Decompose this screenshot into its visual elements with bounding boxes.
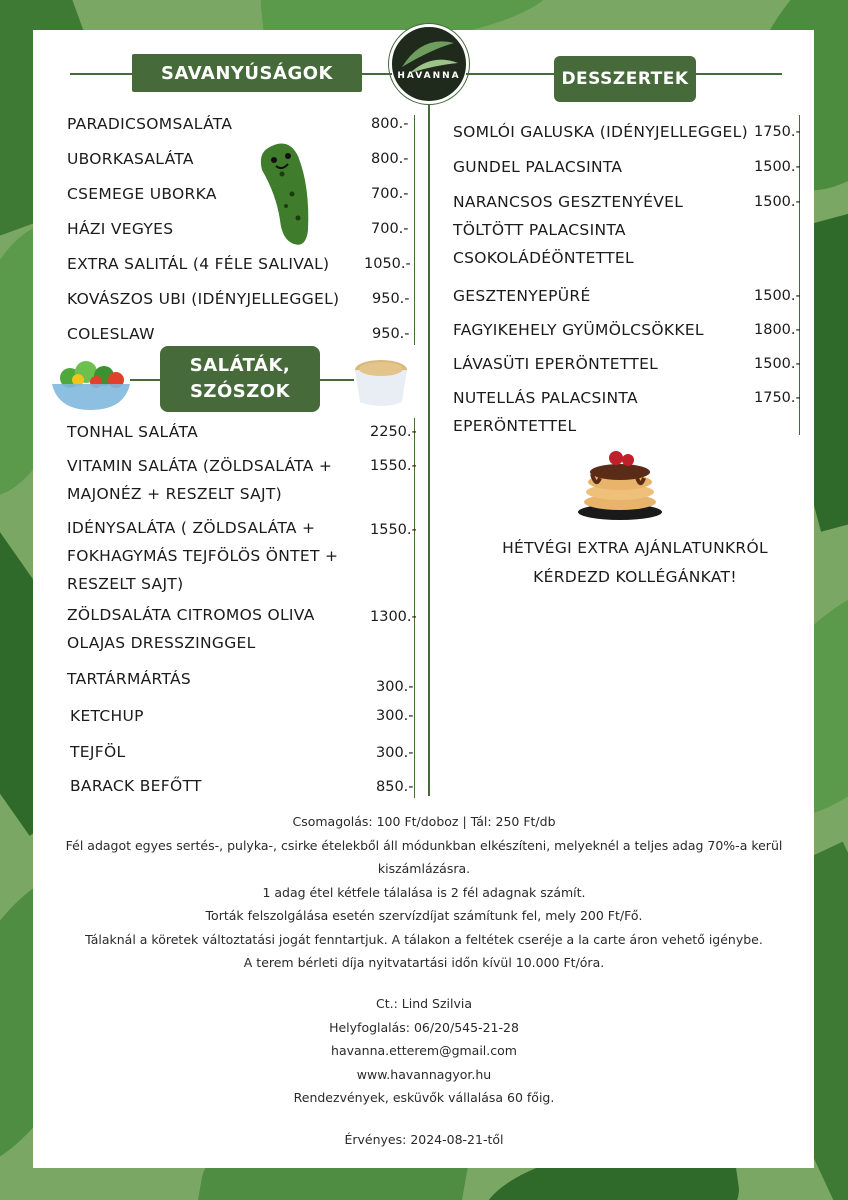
menu-item-name: TEJFÖL (70, 743, 126, 761)
menu-item-price: 1750.- (754, 124, 801, 140)
menu-item-price: 1500.- (754, 356, 801, 372)
note-line: A terem bérleti díja nyitvatartási időn kívül 10.000 Ft/óra. (243, 955, 605, 970)
menu-notes (0, 810, 848, 975)
section-rule (70, 73, 132, 75)
menu-item-price: 800.- (371, 151, 409, 167)
salatak-line-2: SZÓSZOK (189, 381, 291, 402)
menu-item-name: KETCHUP (70, 707, 144, 725)
menu-item-price: 1550.- (370, 458, 417, 474)
palm-leaf-icon (392, 27, 466, 101)
menu-item-name: SOMLÓI GALUSKA (IDÉNYJELLEGGEL) (453, 123, 748, 141)
menu-item-price: 1750.- (754, 390, 801, 406)
menu-item-name: CSOKOLÁDÉÖNTETTEL (453, 249, 634, 267)
menu-item-name: GUNDEL PALACSINTA (453, 158, 623, 176)
weekend-offer-line-1: HÉTVÉGI EXTRA AJÁNLATUNKRÓL (502, 539, 768, 557)
menu-item-name: LÁVASÜTI EPERÖNTETTEL (453, 355, 659, 373)
menu-item-price: 950.- (372, 326, 410, 342)
menu-item-name: IDÉNYSALÁTA ( ZÖLDSALÁTA + (67, 519, 316, 537)
menu-item-price: 800.- (371, 116, 409, 132)
weekend-offer-line-2: KÉRDEZD KOLLÉGÁNKAT! (533, 568, 737, 586)
menu-item-price: 1300.- (370, 609, 417, 625)
menu-item-name: COLESLAW (67, 325, 155, 343)
menu-item-name: RESZELT SAJT) (67, 575, 184, 593)
salatak-line-1: SALÁTÁK, (189, 355, 291, 376)
section-rule (696, 73, 782, 75)
note-line: 1 adag étel kétfele tálalása is 2 fél adagnak számít. (262, 884, 586, 900)
menu-item-price: 700.- (371, 186, 409, 202)
menu-item-name: PARADICSOMSALÁTA (67, 115, 233, 133)
contact-website[interactable]: www.havannagyor.hu (356, 1066, 492, 1082)
menu-item-price: 1050.- (364, 256, 411, 272)
menu-item-name: OLAJAS DRESSZINGGEL (67, 634, 256, 652)
menu-item-name: CSEMEGE UBORKA (67, 185, 217, 203)
menu-item-name: BARACK BEFŐTT (70, 777, 202, 795)
menu-item-name: TONHAL SALÁTA (67, 423, 198, 441)
price-rule (414, 115, 416, 345)
menu-item-price: 1550.- (370, 522, 417, 538)
contact-email[interactable]: havanna.etterem@gmail.com (331, 1043, 517, 1058)
menu-item-name: EPERÖNTETTEL (453, 417, 577, 435)
havanna-logo (389, 24, 469, 104)
menu-item-price: 700.- (371, 221, 409, 237)
menu-item-name: HÁZI VEGYES (67, 220, 174, 238)
note-line: Fél adagot egyes sertés-, pulyka-, csirke ételekből áll módunkban elkészíteni, melyeknél a teljes adag 70%-a kerül (65, 837, 783, 853)
weekend-offer (450, 534, 820, 592)
menu-item-name: KOVÁSZOS UBI (IDÉNYJELLEGGEL) (67, 290, 340, 308)
menu-item-name: NARANCSOS GESZTENYÉVEL (453, 193, 684, 211)
menu-item-name: TARTÁRMÁRTÁS (67, 670, 192, 688)
menu-item-price: 1500.- (754, 194, 801, 210)
pancake-stack-icon (576, 438, 664, 522)
menu-item-price: 300.- (376, 745, 414, 761)
menu-item-name: ZÖLDSALÁTA CITROMOS OLIVA (67, 606, 315, 624)
menu-item-price: 2250.- (370, 424, 417, 440)
note-line: Csomagolás: 100 Ft/doboz | Tál: 250 Ft/db (292, 814, 556, 829)
section-rule (130, 379, 160, 381)
menu-item-name: MAJONÉZ + RESZELT SAJT) (67, 485, 283, 503)
section-rule (466, 73, 554, 75)
note-line: kiszámlázásra. (377, 861, 471, 876)
valid-from: Érvényes: 2024-08-21-től (344, 1132, 504, 1147)
menu-item-name: NUTELLÁS PALACSINTA (453, 389, 638, 407)
menu-item-name: TÖLTÖTT PALACSINTA (453, 221, 626, 239)
contact-person: Ct.: Lind Szilvia (375, 996, 473, 1011)
menu-item-price: 1500.- (754, 159, 801, 175)
menu-item-price: 300.- (376, 679, 414, 695)
menu-item-name: FAGYIKEHELY GYÜMÖLCSÖKKEL (453, 321, 704, 339)
contact-phone: Helyfoglalás: 06/20/545-21-28 (329, 1019, 519, 1035)
cucumber-icon (252, 134, 332, 252)
section-heading-savanyusagok: SAVANYÚSÁGOK (132, 54, 362, 92)
menu-item-name: FOKHAGYMÁS TEJFÖLÖS ÖNTET + (67, 547, 339, 565)
section-rule (362, 73, 392, 75)
contact-block (0, 992, 848, 1110)
section-rule (320, 379, 354, 381)
sauce-bowl-icon (352, 356, 410, 408)
menu-item-name: UBORKASALÁTA (67, 150, 194, 168)
menu-item-price: 850.- (376, 779, 414, 795)
column-divider (428, 104, 430, 796)
menu-item-name: GESZTENYEPÜRÉ (453, 287, 591, 305)
section-heading-desszertek: DESSZERTEK (554, 56, 696, 102)
menu-item-name: EXTRA SALITÁL (4 FÉLE SALIVAL) (67, 255, 330, 273)
menu-item-price: 1500.- (754, 288, 801, 304)
note-line: Tálaknál a köretek változtatási jogát fenntartjuk. A tálakon a feltétek cseréje a la carte áron vehető igénybe. (85, 931, 763, 947)
menu-item-price: 300.- (376, 708, 414, 724)
section-heading-salatak (160, 346, 320, 412)
note-line: Torták felszolgálása esetén szervízdíjat számítunk fel, mely 200 Ft/Fő. (205, 908, 643, 923)
salad-bowl-icon (48, 356, 134, 412)
menu-item-price: 1800.- (754, 322, 801, 338)
menu-item-name: VITAMIN SALÁTA (ZÖLDSALÁTA + (67, 457, 333, 475)
contact-events: Rendezvények, esküvők vállalása 60 főig. (293, 1090, 555, 1105)
logo-text: HAVANNA (397, 71, 461, 81)
menu-item-price: 950.- (372, 291, 410, 307)
